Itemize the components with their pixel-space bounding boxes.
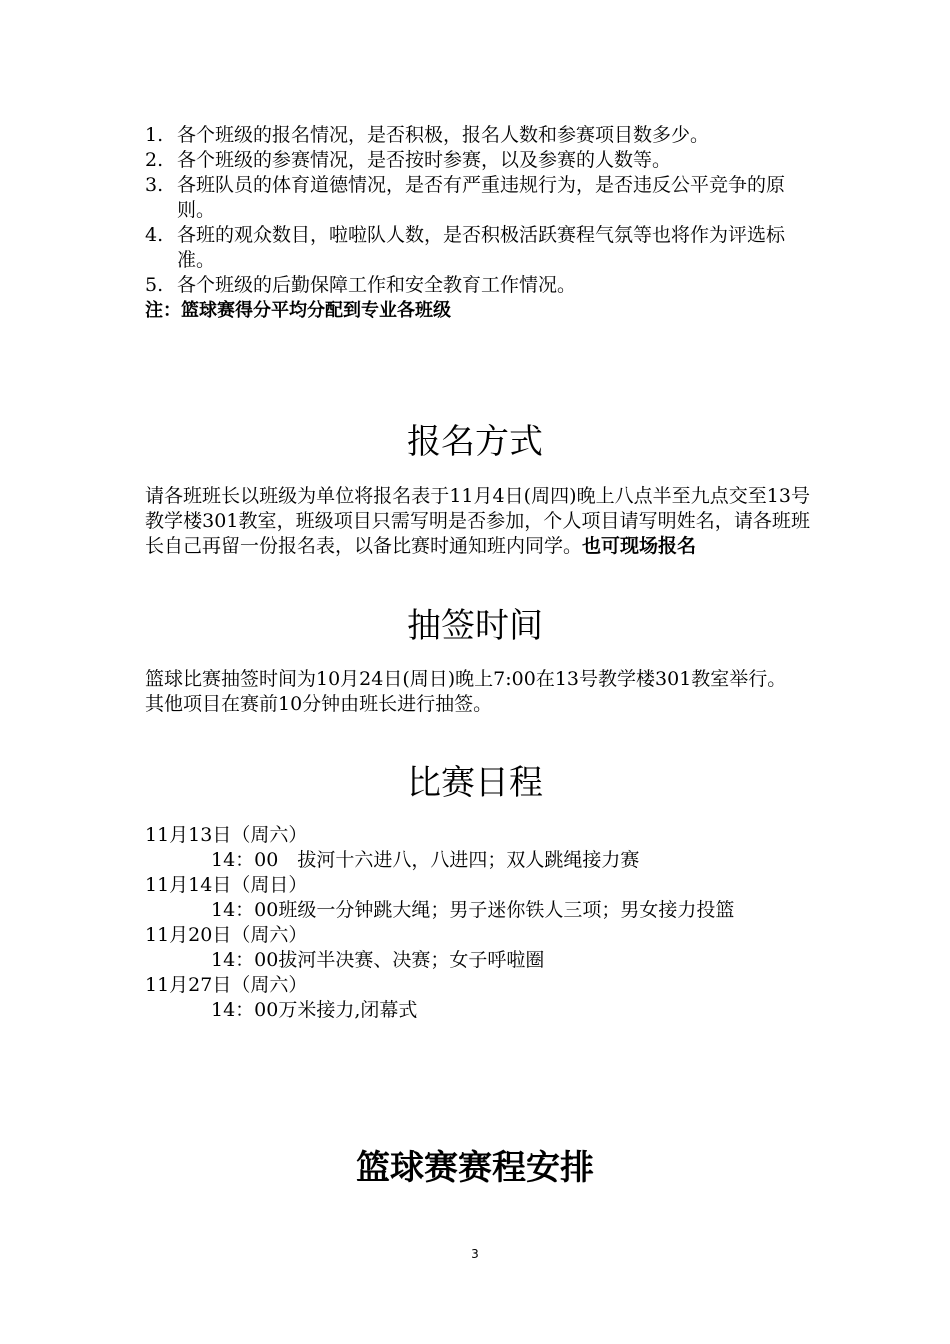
basketball-heading: 篮球赛赛程安排 bbox=[356, 1148, 594, 1188]
criteria-item bbox=[145, 148, 810, 173]
schedule-list bbox=[145, 823, 810, 1023]
schedule-date: 11月13日（周六） bbox=[145, 824, 308, 846]
criteria-number: 2. bbox=[145, 149, 164, 171]
evaluation-criteria bbox=[145, 123, 810, 323]
schedule-event: 14：00班级一分钟跳大绳；男子迷你铁人三项；男女接力投篮 bbox=[211, 899, 735, 921]
schedule-heading: 比赛日程 bbox=[407, 763, 543, 803]
criteria-number: 3. bbox=[145, 174, 164, 196]
criteria-item bbox=[145, 273, 810, 298]
page-number: 3 bbox=[471, 1247, 479, 1261]
criteria-text: 各班的观众数目，啦啦队人数，是否积极活跃赛程气氛等也将作为评选标准。 bbox=[177, 224, 786, 271]
registration-heading: 报名方式 bbox=[407, 422, 543, 462]
schedule-date: 11月27日（周六） bbox=[145, 974, 308, 996]
criteria-text: 各班队员的体育道德情况，是否有严重违规行为，是否违反公平竞争的原则。 bbox=[177, 174, 786, 221]
schedule-event: 14：00万米接力,闭幕式 bbox=[211, 999, 418, 1021]
registration-paragraph bbox=[145, 484, 810, 559]
draw-other-text: 其他项目在赛前10分钟由班长进行抽签。 bbox=[145, 693, 493, 715]
schedule-event: 14：00 拔河十六进八，八进四；双人跳绳接力赛 bbox=[211, 849, 640, 871]
draw-heading: 抽签时间 bbox=[407, 606, 543, 646]
schedule-event: 14：00拔河半决赛、决赛；女子呼啦圈 bbox=[211, 949, 545, 971]
criteria-number: 1. bbox=[145, 124, 164, 146]
criteria-text: 各个班级的后勤保障工作和安全教育工作情况。 bbox=[177, 274, 577, 296]
schedule-date: 11月14日（周日） bbox=[145, 874, 308, 896]
draw-paragraph bbox=[145, 667, 810, 717]
criteria-item bbox=[145, 173, 810, 223]
schedule-date: 11月20日（周六） bbox=[145, 924, 308, 946]
criteria-number: 5. bbox=[145, 274, 164, 296]
registration-text: 请各班班长以班级为单位将报名表于11月4日(周四)晚上八点半至九点交至13号教学楼301教室，班级项目只需写明是否参加，个人项目请写明姓名，请各班班长自己再留一份报名表，以备比赛时通知班内同学。 bbox=[145, 485, 810, 557]
criteria-text: 各个班级的参赛情况，是否按时参赛，以及参赛的人数等。 bbox=[177, 149, 672, 171]
criteria-text: 各个班级的报名情况，是否积极，报名人数和参赛项目数多少。 bbox=[177, 124, 710, 146]
registration-onsite-note: 也可现场报名 bbox=[582, 535, 697, 557]
criteria-item bbox=[145, 223, 810, 273]
draw-basketball-text: 篮球比赛抽签时间为10月24日(周日)晚上7:00在13号教学楼301教室举行。 bbox=[145, 668, 787, 690]
criteria-number: 4. bbox=[145, 224, 164, 246]
criteria-item bbox=[145, 123, 810, 148]
scoring-note: 注：篮球赛得分平均分配到专业各班级 bbox=[145, 300, 451, 321]
